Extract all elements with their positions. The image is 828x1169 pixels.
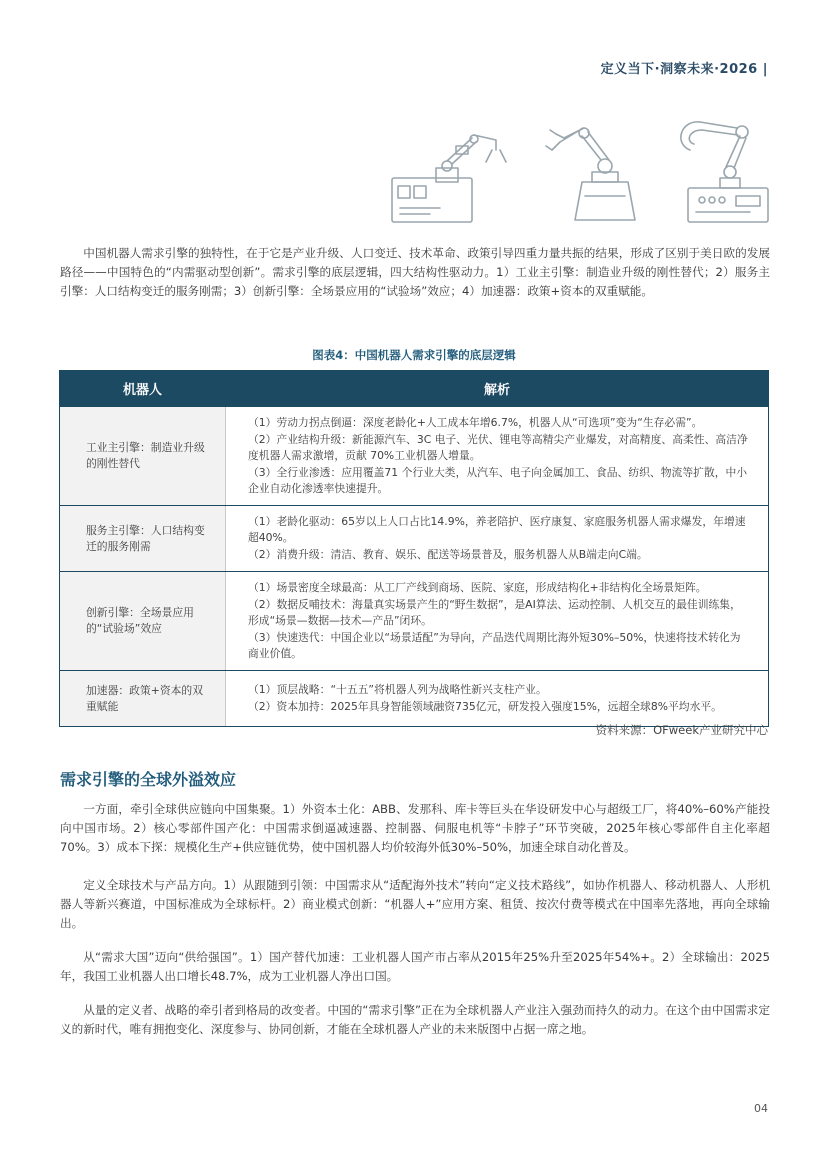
row-category: 工业主引擎：制造业升级的刚性替代 bbox=[60, 407, 226, 506]
table-row bbox=[60, 671, 769, 727]
robot-arms-illustration bbox=[380, 116, 780, 226]
logic-table bbox=[59, 370, 769, 727]
section-text: 定义全球技术与产品方向。1）从跟随到引领：中国需求从“适配海外技术”转向“定义技术路线”，如协作机器人、移动机器人、人形机器人等新兴赛道，中国标准成为全球标杆。2）商业模式创新：“机器人+”应用方案、租赁、按次付费等模式在中国率先落地，再向全球输出。 bbox=[60, 878, 770, 930]
section-text: 从“需求大国”迈向“供给强国”。1）国产替代加速：工业机器人国产市占率从2015年25%升至2025年54%+。2）全球输出：2025年，我国工业机器人出口增长48.7%，成为工业机器人净出口国。 bbox=[60, 950, 770, 983]
intro-paragraph bbox=[60, 244, 770, 301]
section-paragraph bbox=[60, 948, 770, 986]
description-line: （2）数据反哺技术：海量真实场景产生的“野生数据”，是AI算法、运动控制、人机交互的最佳训练集，形成“场景—数据—技术—产品”闭环。 bbox=[248, 598, 741, 627]
figure-source: 资料来源：OFweek产业研究中心 bbox=[595, 723, 768, 737]
table-row bbox=[60, 572, 769, 671]
robot-arm-industrial-icon bbox=[546, 128, 635, 220]
row-description bbox=[226, 407, 769, 506]
table-row bbox=[60, 407, 769, 506]
description-line: （1）顶层战略：“十五五”将机器人列为战略性新兴支柱产业。 bbox=[248, 683, 547, 696]
intro-text: 中国机器人需求引擎的独特性，在于它是产业升级、人口变迁、技术革命、政策引导四重力量共振的结果，形成了区别于美日欧的发展路径——中国特色的“内需驱动型创新”。需求引擎的底层逻辑，四大结构性驱动力。1）工业主引擎：制造业升级的刚性替代；2）服务主引擎：人口结构变迁的服务刚需；3）创新引擎：全场景应用的“试验场”效应；4）加速器：政策+资本的双重赋能。 bbox=[60, 246, 770, 298]
description-line: （1）老龄化驱动：65岁以上人口占比14.9%，养老陪护、医疗康复、家庭服务机器人需求爆发，年增速超40%。 bbox=[248, 515, 746, 544]
row-category: 加速器：政策+资本的双重赋能 bbox=[60, 671, 226, 727]
description-line: （3）全行业渗透：应用覆盖71 个行业大类，从汽车、电子向金属加工、食品、纺织、物流等扩散，中小企业自动化渗透率快速提升。 bbox=[248, 466, 748, 495]
table-row bbox=[60, 506, 769, 572]
description-line: （2）消费升级：清洁、教育、娱乐、配送等场景普及，服务机器人从B端走向C端。 bbox=[248, 548, 648, 561]
row-category: 创新引擎：全场景应用的“试验场”效应 bbox=[60, 572, 226, 671]
row-description bbox=[226, 572, 769, 671]
section-paragraph bbox=[60, 876, 770, 933]
section-title: 需求引擎的全球外溢效应 bbox=[60, 770, 237, 789]
description-line: （1）场景密度全球最高：从工厂产线到商场、医院、家庭，形成结构化+非结构化全场景矩阵。 bbox=[248, 581, 707, 594]
description-line: （1）劳动力拐点倒逼：深度老龄化+人工成本年增6.7%，机器人从“可选项”变为“生存必需”。 bbox=[248, 416, 703, 429]
description-line: （2）资本加持：2025年具身智能领域融资735亿元，研发投入强度15%，远超全球8%平均水平。 bbox=[248, 700, 722, 713]
figure-title: 图表4：中国机器人需求引擎的底层逻辑 bbox=[312, 348, 516, 362]
table-header-row bbox=[60, 371, 769, 407]
column-header-analysis: 解析 bbox=[226, 371, 769, 407]
page-number: 04 bbox=[754, 1102, 768, 1115]
robot-arm-claw-icon bbox=[681, 122, 768, 222]
row-category: 服务主引擎：人口结构变迁的服务刚需 bbox=[60, 506, 226, 572]
description-line: （2）产业结构升级：新能源汽车、3C 电子、光伏、锂电等高精尖产业爆发，对高精度、高柔性、高洁净度机器人需求激增，贡献 70%工业机器人增量。 bbox=[248, 433, 748, 462]
header-tagline: 定义当下·洞察未来·2026 | bbox=[600, 62, 768, 77]
robot-arm-gripper-icon bbox=[392, 135, 506, 222]
row-description bbox=[226, 671, 769, 727]
row-description bbox=[226, 506, 769, 572]
section-paragraph bbox=[60, 800, 770, 857]
description-line: （3）快速迭代：中国企业以“场景适配”为导向，产品迭代周期比海外短30%–50%，快速将技术转化为商业价值。 bbox=[248, 631, 741, 660]
section-text: 从量的定义者、战略的牵引者到格局的改变者。中国的“需求引擎”正在为全球机器人产业注入强劲而持久的动力。在这个由中国需求定义的新时代，唯有拥抱变化、深度参与、协同创新，才能在全球机器人产业的未来版图中占据一席之地。 bbox=[60, 1003, 770, 1036]
section-paragraph bbox=[60, 1001, 770, 1039]
section-text: 一方面，牵引全球供应链向中国集聚。1）外资本土化：ABB、发那科、库卡等巨头在华设研发中心与超级工厂，将40%–60%产能投向中国市场。2）核心零部件国产化：中国需求倒逼减速器、控制器、伺服电机等“卡脖子”环节突破，2025年核心零部件自主化率超70%。3）成本下探：规模化生产+供应链优势，使中国机器人均价较海外低30%–50%，加速全球自动化普及。 bbox=[60, 802, 770, 854]
column-header-robot: 机器人 bbox=[60, 371, 226, 407]
